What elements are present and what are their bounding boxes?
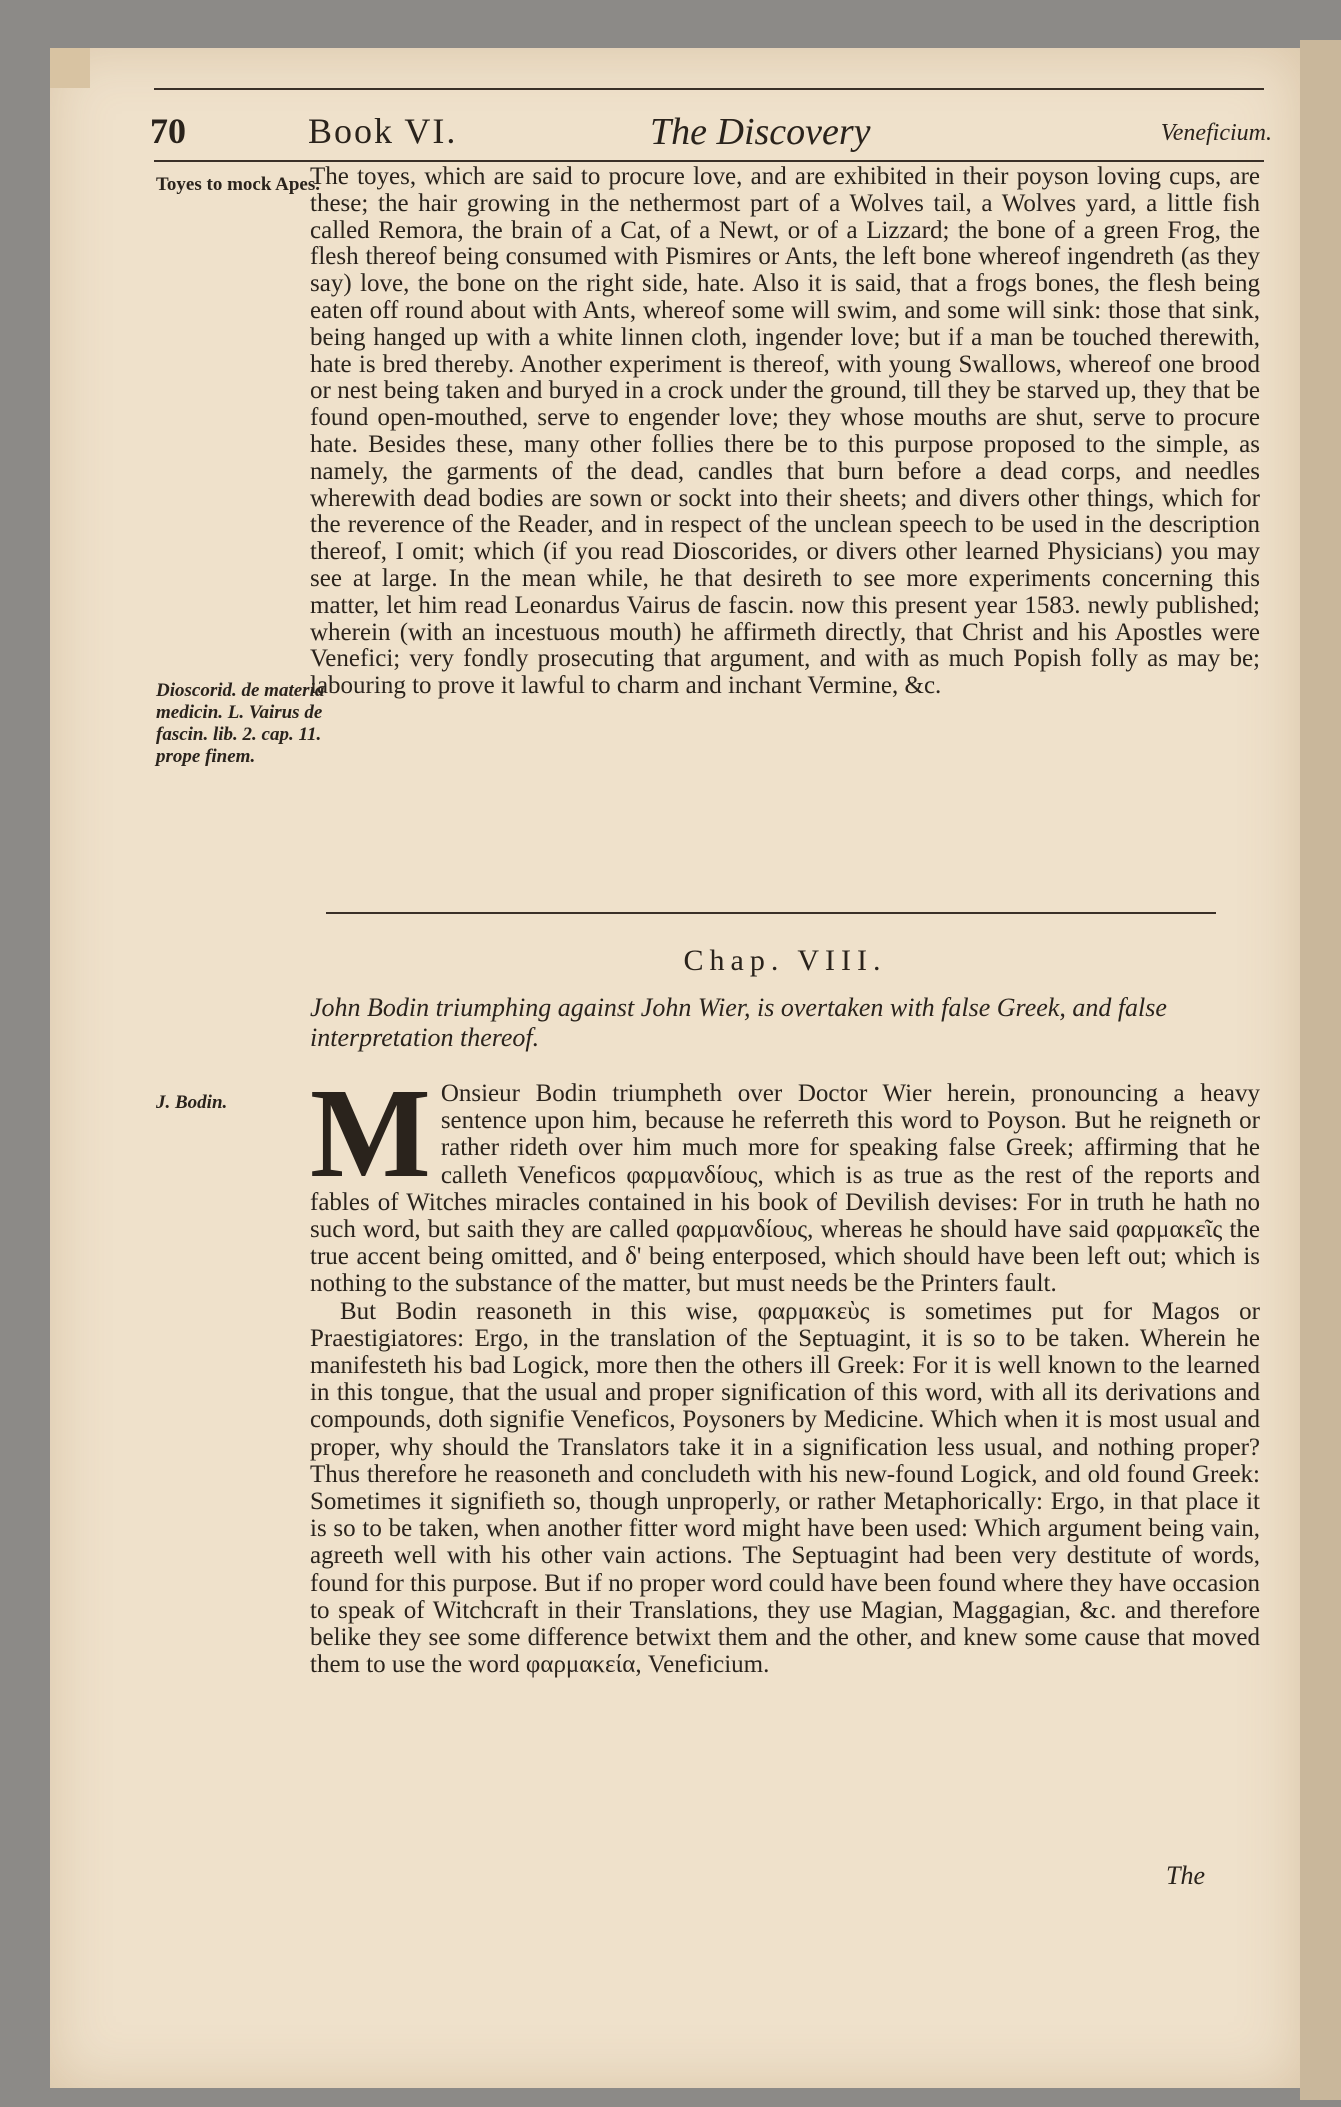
header-top-rule (154, 88, 1264, 90)
book-label: Book VI. (308, 111, 458, 151)
page-corner (50, 48, 90, 88)
chapter-body (310, 1062, 1260, 1679)
catchword: The (1166, 1861, 1205, 1890)
paragraph-love-toyes: The toyes, which are said to procure love, and are exhibited in their poyson loving cups, are these; the hair growing in the nethermost part of a Wolves tail, a Wolves yard, a little fish called Remora, the brain of a Cat, of a Newt, or of a Lizzard; the bone of a green Frog, the flesh thereof being consumed with Pismires or Ants, the left bone whereof ingendreth (as they say) love, the bone on the right side, hate. Also it is said, that a frogs bones, the flesh being eaten off round about with Ants, whereof some will swim, and some will sink: those that sink, being hanged up with a white linnen cloth, ingender love; but if a man be touched therewith, hate is bred thereby. Another experiment is thereof, with young Swallows, whereof one brood or nest being taken and buryed in a crock under the ground, till they be starved up, they that be found open-mouthed, serve to engender love; they whose mouths are shut, serve to procure hate. Besides these, many other follies there be to this purpose proposed to the simple, as namely, the garments of the dead, candles that burn before a dead corps, and needles wherewith dead bodies are sown or sockt into their sheets; and divers other things, which for the reverence of the Reader, and in respect of the unclean speech to be used in the description thereof, I omit; which (if you read Dioscorides, or divers other learned Physicians) you may see at large. In the mean while, he that desireth to see more experiments concerning this matter, let him read Leonardus Vairus de fascin. now this present year 1583. newly published; wherein (with an incestuous mouth) he affirmeth directly, that Christ and his Apostles were Venefici; very fondly prosecuting that argument, and with as much Popish folly as may be; labouring to prove it lawful to charm and inchant Vermine, &c. (310, 163, 1260, 700)
margin-note-bodin: J. Bodin. (156, 1092, 228, 1113)
chapter-rule (326, 912, 1216, 914)
paragraph-bodin-reasoning: But Bodin reasoneth in this wise, φαρμακεὺς is sometimes put for Magos or Praestigiatores: Ergo, in the translation of the Septuagint, it is so to be taken. Wherein he manifesteth his bad Logick, more then the others ill Greek: For it is well known to the learned in this tongue, that the usual and proper signification of this word, with all its derivations and compounds, doth signifie Veneficos, Poysoners by Medicine. Which when it is most usual and proper, why should the Translators take it in a signification less usual, and nothing proper? Thus therefore he reasoneth and concludeth with his new-found Logick, and old found Greek: Sometimes it signifieth so, though unproperly, or rather Metaphorically: Ergo, in that place it is so to be taken, when another fitter word might have been used: Which argument being vain, agreeth well with his other vain actions. The Septuagint had been very destitute of words, found for this purpose. But if no proper word could have been found where they have occasion to speak of Witchcraft in their Translations, they use Magian, Maggagian, &c. and therefore belike they see some difference betwixt them and the other, and knew some cause that moved them to use the word φαρμακεία, Veneficium. (310, 1297, 1260, 1679)
paragraph-bodin-triumph: Onsieur Bodin triumpheth over Doctor Wier herein, pronouncing a heavy sentence upon him, because he referreth this word to Poyson. But he reigneth or rather rideth over him much more for speaking false Greek; affirming that he calleth Veneficos φαρμανδίους, which is as true as the rest of the reports and fables of Witches miracles contained in his book of Devilish devises: For in truth he hath no such word, but saith they are called φαρμανδίους, whereas he should have said φαρμακεῖς the true accent being omitted, and δ' being enterposed, which should have been left out; which is nothing to the substance of the matter, but must needs be the Printers fault. (310, 1080, 1260, 1298)
running-header (50, 110, 1300, 160)
drop-cap: M (310, 1062, 431, 1204)
margin-note-toyes: Toyes to mock Apes. (156, 174, 320, 195)
running-title: The Discovery (650, 111, 871, 153)
page-number: 70 (150, 111, 186, 151)
facing-page-edge (1300, 40, 1341, 2100)
chapter-heading: Chap. VIII. (683, 944, 887, 977)
header-bottom-rule (154, 160, 1264, 162)
chapter-subtitle: John Bodin triumphing against John Wier, is overtaken with false Greek, and false interpretation thereof. (310, 993, 1167, 1052)
book-page (50, 48, 1300, 2088)
margin-note-dioscorides: Dioscorid. de materia medicin. L. Vairus de fascin. lib. 2. cap. 11. prope finem. (156, 680, 325, 767)
running-topic: Veneficium. (1160, 120, 1272, 146)
